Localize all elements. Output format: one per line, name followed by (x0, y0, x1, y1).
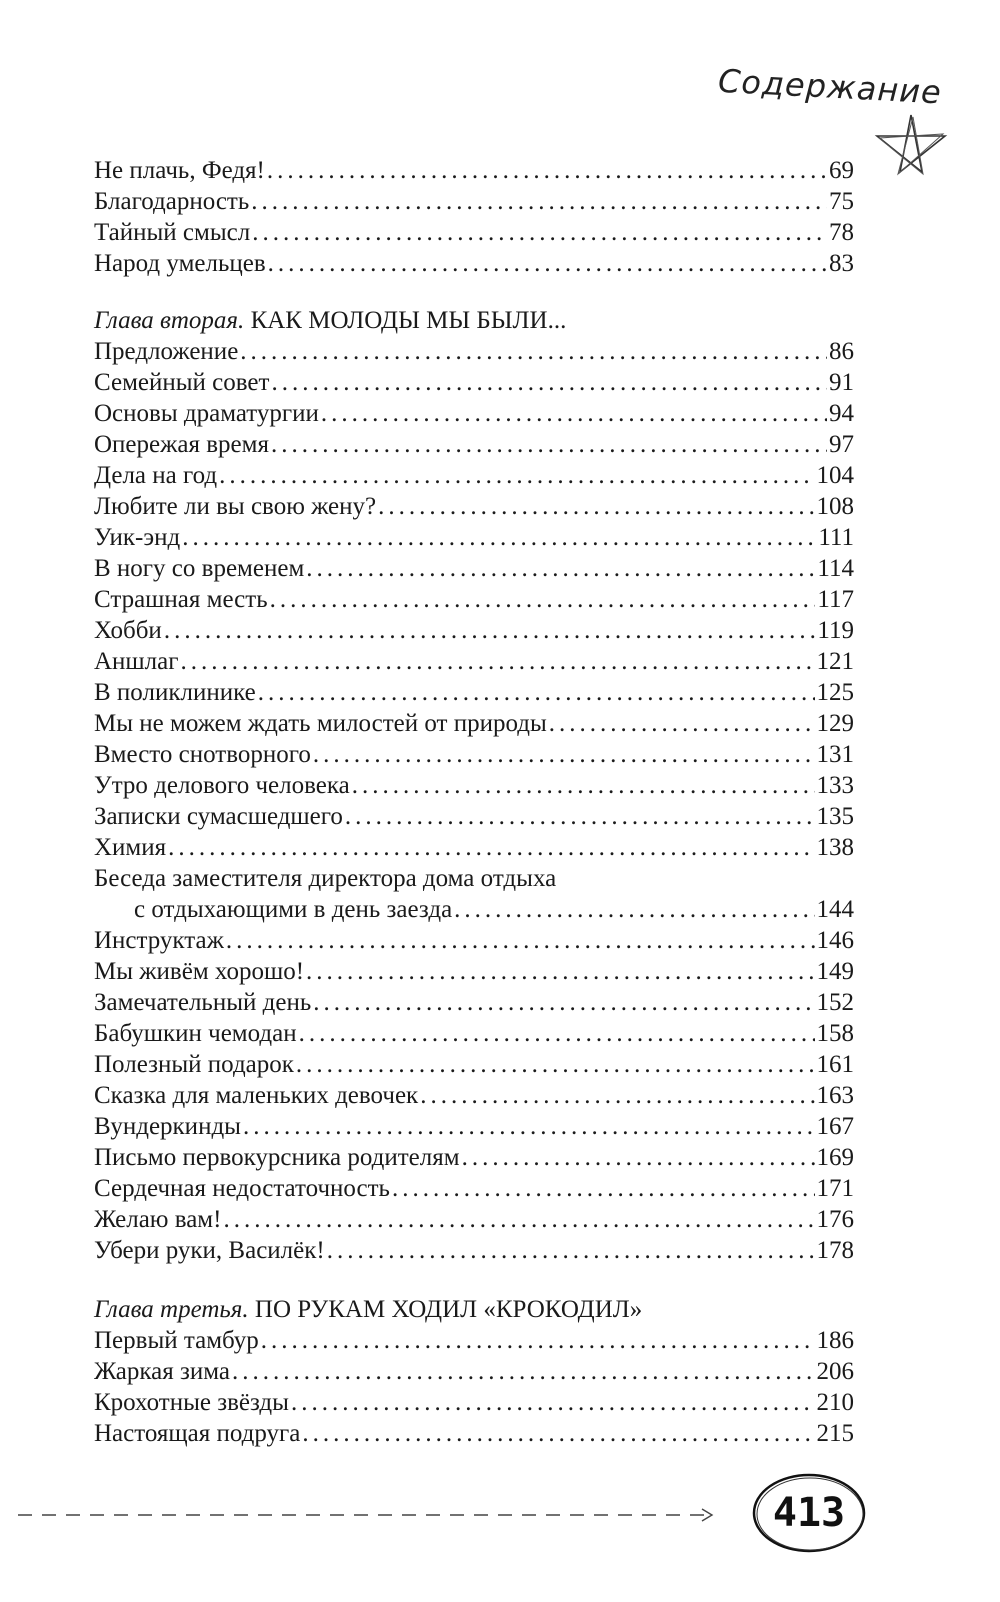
toc-entry[interactable]: Аншлаг ..... 121 (94, 646, 854, 677)
chapter-3-label: Глава третья. (94, 1296, 249, 1323)
toc-entry[interactable]: В поликлинике ..... 125 (94, 677, 854, 708)
toc-entry[interactable]: Тайный смысл ..... 78 (94, 217, 854, 248)
toc-entry[interactable]: Благодарность ..... 75 (94, 186, 854, 217)
chapter-2-heading (94, 305, 854, 336)
toc-entry-multiline-first[interactable]: Беседа заместителя директора дома отдыха (94, 865, 557, 892)
dashed-arrow-decoration (18, 1508, 718, 1522)
toc-entry[interactable]: Полезный подарок ..... 161 (94, 1049, 854, 1080)
toc-entry[interactable]: Основы драматургии ..... 94 (94, 398, 854, 429)
star-doodle-icon (872, 112, 950, 186)
toc-entry[interactable]: Бабушкин чемодан ..... 158 (94, 1018, 854, 1049)
handwritten-section-title: Содержание (717, 61, 943, 112)
page-number-badge (750, 1470, 868, 1556)
toc-entry[interactable]: Настоящая подруга ..... 215 (94, 1418, 854, 1449)
toc-entry[interactable]: Первый тамбур ..... 186 (94, 1325, 854, 1356)
chapter-2-title: КАК МОЛОДЫ МЫ БЫЛИ... (250, 307, 567, 334)
toc-entry[interactable]: Утро делового человека ..... 133 (94, 770, 854, 801)
toc-entry[interactable]: Инструктаж ..... 146 (94, 925, 854, 956)
toc-entry[interactable]: Семейный совет ..... 91 (94, 367, 854, 398)
toc-entry[interactable]: Сердечная недостаточность ..... 171 (94, 1173, 854, 1204)
chapter-3-title: ПО РУКАМ ХОДИЛ «КРОКОДИЛ» (254, 1296, 643, 1323)
toc-entry-multiline-second[interactable]: с отдыхающими в день заезда ..... 144 (94, 894, 854, 925)
toc-entry[interactable]: Любите ли вы свою жену? ..... 108 (94, 491, 854, 522)
toc-entry[interactable]: Народ умельцев ..... 83 (94, 248, 854, 279)
toc-entry[interactable]: Убери руки, Василёк! ..... 178 (94, 1235, 854, 1266)
chapter-3-entries (94, 1325, 854, 1449)
toc-entry[interactable]: Предложение ..... 86 (94, 336, 854, 367)
toc-entry[interactable]: Страшная месть ..... 117 (94, 584, 854, 615)
toc-entry[interactable]: Сказка для маленьких девочек ..... 163 (94, 1080, 854, 1111)
page-number: 413 (772, 1490, 846, 1536)
toc-group-1 (94, 155, 854, 279)
toc-entry[interactable]: Дела на год ..... 104 (94, 460, 854, 491)
toc-entry[interactable]: Желаю вам! ..... 176 (94, 1204, 854, 1235)
toc-entry[interactable]: Хобби ..... 119 (94, 615, 854, 646)
chapter-2-entries (94, 336, 854, 1266)
chapter-3-heading (94, 1294, 854, 1325)
toc-entry[interactable]: Не плачь, Федя! ..... 69 (94, 155, 854, 186)
toc-entry[interactable]: Уик-энд ..... 111 (94, 522, 854, 553)
toc-entry[interactable]: Вундеркинды ..... 167 (94, 1111, 854, 1142)
chapter-2-label: Глава вторая. (94, 307, 245, 334)
toc-entry[interactable]: Записки сумасшедшего ..... 135 (94, 801, 854, 832)
toc-entry[interactable]: В ногу со временем ..... 114 (94, 553, 854, 584)
toc-entry[interactable]: Замечательный день ..... 152 (94, 987, 854, 1018)
toc-entry[interactable]: Крохотные звёзды ..... 210 (94, 1387, 854, 1418)
toc-entry[interactable]: Химия ..... 138 (94, 832, 854, 863)
toc-entry[interactable]: Вместо снотворного ..... 131 (94, 739, 854, 770)
table-of-contents (94, 155, 854, 1449)
toc-entry[interactable]: Мы не можем ждать милостей от природы ..... 129 (94, 708, 854, 739)
toc-entry[interactable]: Мы живём хорошо! ..... 149 (94, 956, 854, 987)
toc-entry[interactable]: Письмо первокурсника родителям ..... 169 (94, 1142, 854, 1173)
toc-entry[interactable]: Жаркая зима ..... 206 (94, 1356, 854, 1387)
toc-entry[interactable]: Опережая время ..... 97 (94, 429, 854, 460)
